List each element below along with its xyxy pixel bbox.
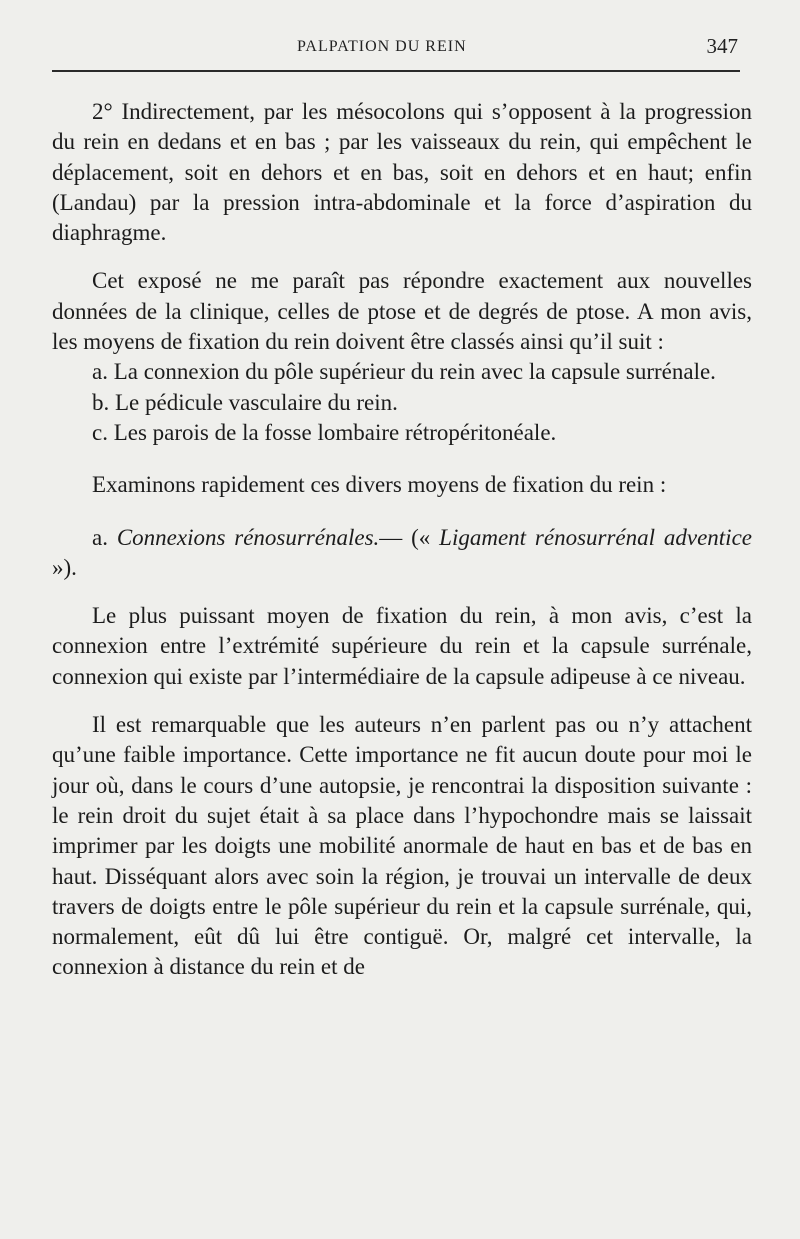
list-item-c: c. Les parois de la fosse lombaire rétropéritonéale. — [92, 419, 557, 445]
heading-italic-2: Ligament rénosurrénal adventice — [430, 524, 752, 550]
paragraph-1: 2° Indirectement, par les mésocolons qui s’opposent à la progression du rein en dedans et en bas ; par les vaisseaux du rein, qui empêchent le déplacement, soit en dehors et en bas, soit en dehors et en haut; enfin (Landau) par la pression intra-abdominale et la force d’aspiration du diaphragme. — [52, 99, 752, 246]
heading-dash: — (« — [379, 524, 431, 550]
paragraph-3: Examinons rapidement ces divers moyens de fixation du rein : — [92, 472, 667, 498]
heading-close: »). — [52, 554, 77, 580]
body-text — [52, 97, 752, 983]
running-title: PALPATION DU REIN — [297, 38, 467, 55]
list-item-a: a. La connexion du pôle supérieur du rein avec la capsule surrénale. — [92, 359, 716, 385]
paragraph-5: Il est remarquable que les auteurs n’en parlent pas ou n’y attachent qu’une faible importance. Cette importance ne fit aucun doute pour moi le jour où, dans le cours d’une autopsie, je rencontrai la disposition suivante : le rein droit du sujet était à sa place dans l’hypochondre mais se laissait imprimer par les doigts une mobilité anormale de haut en bas et de bas en haut. Disséquant alors avec soin la région, je trouvai un intervalle de deux travers de doigts entre le pôle supérieur du rein et la capsule surrénale, qui, normalement, eût dû lui être contiguë. Or, malgré cet intervalle, la connexion à distance du rein et de — [52, 712, 752, 980]
section-heading — [52, 523, 752, 584]
heading-italic: Connexions rénosurrénales. — [116, 524, 380, 550]
page-header — [52, 32, 740, 68]
paragraph-2: Cet exposé ne me paraît pas répondre exactement aux nouvelles données de la clinique, celles de ptose et de degrés de ptose. A mon avis, les moyens de fixation du rein doivent être classés ainsi qu’il suit : — [52, 268, 752, 355]
page-number: 347 — [706, 34, 738, 58]
list-item-b: b. Le pédicule vasculaire du rein. — [92, 389, 398, 415]
header-rule — [52, 70, 740, 72]
paragraph-4: Le plus puissant moyen de fixation du rein, à mon avis, c’est la connexion entre l’extrémité supérieure du rein et la capsule surrénale, connexion qui existe par l’intermédiaire de la capsule adipeuse à ce niveau. — [52, 603, 752, 689]
heading-prefix: a. — [92, 524, 117, 550]
